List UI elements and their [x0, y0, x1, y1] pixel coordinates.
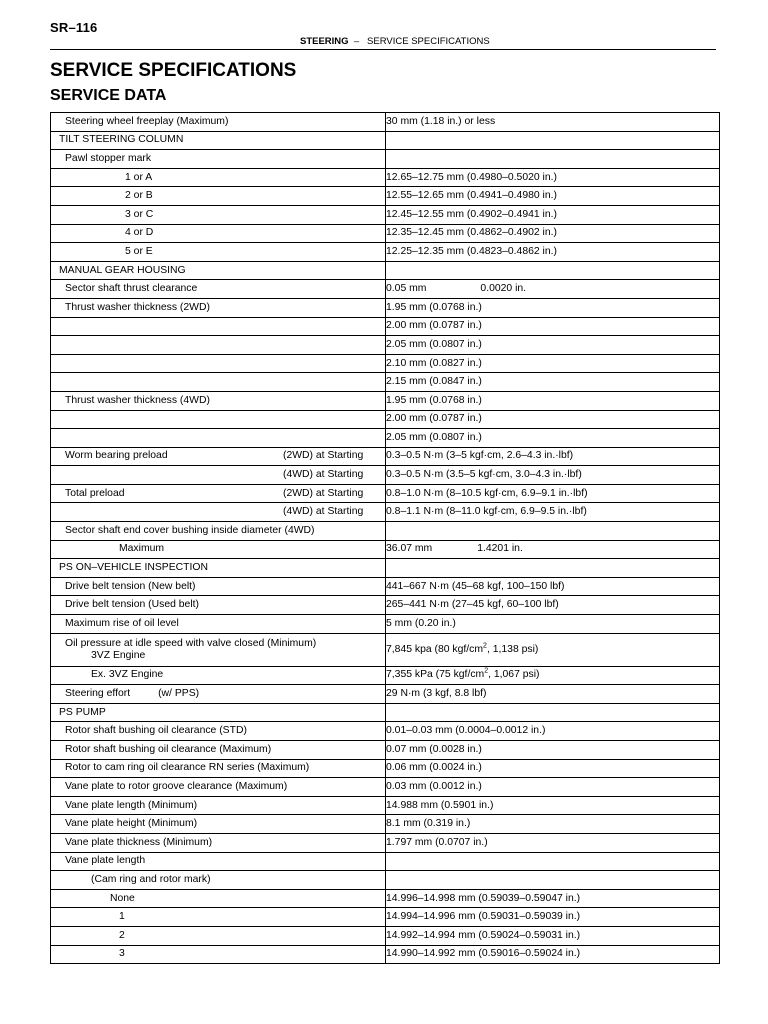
- value-cell: 14.992–14.994 mm (0.59024–0.59031 in.): [386, 926, 720, 945]
- item-cell: [51, 889, 386, 908]
- running-header: [300, 36, 490, 47]
- value-superscript: 2: [483, 642, 487, 650]
- table-row: [51, 871, 720, 890]
- item-label: Thrust washer thickness (4WD): [65, 394, 210, 406]
- page-title: SERVICE SPECIFICATIONS: [50, 60, 297, 81]
- item-cell: [51, 852, 386, 871]
- value-cell: 12.65–12.75 mm (0.4980–0.5020 in.): [386, 168, 720, 187]
- value-cell: 2.05 mm (0.0807 in.): [386, 336, 720, 355]
- item-cell: [51, 373, 386, 392]
- condition-label: (4WD) at Starting: [283, 469, 364, 481]
- item-cell: [51, 577, 386, 596]
- section-title: SERVICE DATA: [50, 87, 167, 104]
- running-header-subsection: SERVICE SPECIFICATIONS: [367, 36, 490, 47]
- header-rule: [50, 49, 716, 50]
- item-label: Sector shaft end cover bushing inside diameter (4WD): [65, 524, 315, 536]
- table-row: [51, 317, 720, 336]
- table-row: [51, 373, 720, 392]
- table-row: [51, 429, 720, 448]
- item-label: 4 or D: [125, 227, 154, 239]
- item-cell: [51, 113, 386, 132]
- item-cell: [51, 722, 386, 741]
- value-cell: 5 mm (0.20 in.): [386, 615, 720, 634]
- item-label: Vane plate height (Minimum): [65, 818, 198, 830]
- value-cell: [386, 131, 720, 150]
- item-cell: [51, 187, 386, 206]
- item-cell: [51, 778, 386, 797]
- item-cell: [51, 131, 386, 150]
- value-cell: [386, 871, 720, 890]
- table-row: [51, 559, 720, 578]
- condition-label: (2WD) at Starting: [283, 487, 364, 499]
- item-cell: [51, 336, 386, 355]
- value-cell: 0.03 mm (0.0012 in.): [386, 778, 720, 797]
- value-cell: 0.07 mm (0.0028 in.): [386, 741, 720, 760]
- item-cell: [51, 150, 386, 169]
- table-row: [51, 577, 720, 596]
- table-row: [51, 298, 720, 317]
- table-row: [51, 540, 720, 559]
- running-header-section: STEERING: [300, 36, 349, 47]
- value-cell: [386, 666, 720, 685]
- item-label: Vane plate thickness (Minimum): [65, 836, 213, 848]
- group-heading: MANUAL GEAR HOUSING: [59, 264, 186, 276]
- item-cell: [51, 633, 386, 666]
- value-cell: 265–441 N·m (27–45 kgf, 60–100 lbf): [386, 596, 720, 615]
- item-cell: [51, 298, 386, 317]
- table-row: [51, 243, 720, 262]
- table-row: [51, 205, 720, 224]
- table-row: [51, 596, 720, 615]
- item-label: 3: [119, 948, 125, 960]
- page-number: SR–116: [50, 20, 98, 35]
- item-cell: [51, 833, 386, 852]
- table-row: [51, 354, 720, 373]
- value-cell: 0.01–0.03 mm (0.0004–0.0012 in.): [386, 722, 720, 741]
- item-cell: [51, 522, 386, 541]
- item-cell: [51, 540, 386, 559]
- item-cell: [51, 666, 386, 685]
- value-text: 7,355 kPa (75 kgf/cm: [386, 669, 485, 681]
- item-cell: [51, 871, 386, 890]
- value-cell: 1.95 mm (0.0768 in.): [386, 391, 720, 410]
- table-row: [51, 741, 720, 760]
- item-label: Oil pressure at idle speed with valve closed (Minimum): [65, 637, 317, 649]
- value-cell: 29 N·m (3 kgf, 8.8 lbf): [386, 685, 720, 704]
- item-text: Steering effort: [65, 688, 131, 700]
- value-cell: [386, 280, 720, 299]
- item-cell: [51, 741, 386, 760]
- item-label: 3 or C: [125, 208, 154, 220]
- table-row: [51, 796, 720, 815]
- table-row: [51, 926, 720, 945]
- group-heading: TILT STEERING COLUMN: [59, 134, 184, 146]
- item-label: [51, 688, 385, 700]
- value-cell: 14.994–14.996 mm (0.59031–0.59039 in.): [386, 908, 720, 927]
- service-data-table: [50, 112, 720, 964]
- table-row: [51, 833, 720, 852]
- item-label: Thrust washer thickness (2WD): [65, 301, 210, 313]
- item-label: Vane plate length: [65, 855, 146, 867]
- value-cell: [386, 633, 720, 666]
- item-label: 5 or E: [125, 245, 153, 257]
- item-label: Rotor shaft bushing oil clearance (Maximum): [65, 743, 272, 755]
- value-cell: 2.05 mm (0.0807 in.): [386, 429, 720, 448]
- condition-label: (2WD) at Starting: [283, 450, 364, 462]
- value-text: , 1,067 psi): [488, 669, 540, 681]
- value-cell: 0.3–0.5 N·m (3–5 kgf·cm, 2.6–4.3 in.·lbf): [386, 447, 720, 466]
- item-cell: [51, 261, 386, 280]
- item-cell: [51, 908, 386, 927]
- item-cell: [51, 429, 386, 448]
- item-cell: [51, 796, 386, 815]
- table-row: [51, 168, 720, 187]
- table-row: [51, 410, 720, 429]
- value-cell: 12.35–12.45 mm (0.4862–0.4902 in.): [386, 224, 720, 243]
- item-label: Pawl stopper mark: [65, 152, 152, 164]
- value-cell: 0.8–1.0 N·m (8–10.5 kgf·cm, 6.9–9.1 in.·lbf): [386, 484, 720, 503]
- item-cell: [51, 243, 386, 262]
- value-imperial: 0.0020 in.: [480, 283, 527, 295]
- value-cell: 1.95 mm (0.0768 in.): [386, 298, 720, 317]
- item-cell: [51, 559, 386, 578]
- condition-label: (4WD) at Starting: [283, 506, 364, 518]
- item-label: Rotor to cam ring oil clearance RN series (Maximum): [65, 762, 310, 774]
- item-cell: [51, 484, 386, 503]
- table-row: [51, 633, 720, 666]
- item-cell: [51, 703, 386, 722]
- value-cell: 0.06 mm (0.0024 in.): [386, 759, 720, 778]
- value-cell: 12.55–12.65 mm (0.4941–0.4980 in.): [386, 187, 720, 206]
- item-label: Vane plate to rotor groove clearance (Maximum): [65, 780, 288, 792]
- table-row: [51, 889, 720, 908]
- running-header-separator: –: [348, 36, 368, 47]
- table-row: [51, 852, 720, 871]
- value-text: 7,845 kpa (80 kgf/cm: [386, 643, 484, 655]
- value-cell: 2.00 mm (0.0787 in.): [386, 410, 720, 429]
- value-cell: 2.10 mm (0.0827 in.): [386, 354, 720, 373]
- value-metric: 36.07 mm: [386, 543, 433, 555]
- item-label: Drive belt tension (Used belt): [65, 599, 199, 611]
- table-row: [51, 484, 720, 503]
- item-cell: [51, 168, 386, 187]
- item-label: None: [110, 892, 135, 904]
- value-cell: [386, 261, 720, 280]
- table-row: [51, 131, 720, 150]
- table-row: [51, 685, 720, 704]
- value-cell: 1.797 mm (0.0707 in.): [386, 833, 720, 852]
- item-label: 1 or A: [125, 171, 153, 183]
- item-cell: [51, 447, 386, 466]
- table-row: [51, 150, 720, 169]
- value-cell: 8.1 mm (0.319 in.): [386, 815, 720, 834]
- item-cell: [51, 615, 386, 634]
- value-cell: 0.3–0.5 N·m (3.5–5 kgf·cm, 3.0–4.3 in.·lbf): [386, 466, 720, 485]
- item-cell: [51, 759, 386, 778]
- value-cell: 12.45–12.55 mm (0.4902–0.4941 in.): [386, 205, 720, 224]
- table-row: [51, 615, 720, 634]
- item-label: Total preload: [65, 487, 125, 499]
- item-label: Maximum rise of oil level: [65, 617, 179, 629]
- value-cell: 2.15 mm (0.0847 in.): [386, 373, 720, 392]
- item-cell: [51, 503, 386, 522]
- item-cell: [51, 410, 386, 429]
- value-cell: [386, 540, 720, 559]
- item-label: Drive belt tension (New belt): [65, 580, 196, 592]
- item-label: Ex. 3VZ Engine: [91, 669, 164, 681]
- table-row: [51, 466, 720, 485]
- item-label: Sector shaft thrust clearance: [65, 283, 198, 295]
- table-row: [51, 336, 720, 355]
- table-row: [51, 722, 720, 741]
- value-cell: 30 mm (1.18 in.) or less: [386, 113, 720, 132]
- item-label: 1: [119, 911, 125, 923]
- table-row: [51, 224, 720, 243]
- item-cell: [51, 280, 386, 299]
- table-row: [51, 945, 720, 964]
- table-row: [51, 447, 720, 466]
- value-cell: [386, 703, 720, 722]
- item-cell: [51, 945, 386, 964]
- item-label: Steering wheel freeplay (Maximum): [65, 115, 229, 127]
- value-cell: [386, 559, 720, 578]
- value-cell: 14.996–14.998 mm (0.59039–0.59047 in.): [386, 889, 720, 908]
- item-label: Worm bearing preload: [65, 450, 168, 462]
- value-cell: 441–667 N·m (45–68 kgf, 100–150 lbf): [386, 577, 720, 596]
- item-cell: [51, 205, 386, 224]
- item-cell: [51, 466, 386, 485]
- item-cell: [51, 317, 386, 336]
- item-cell: [51, 926, 386, 945]
- item-label: (Cam ring and rotor mark): [91, 873, 211, 885]
- table-row: [51, 703, 720, 722]
- table-row: [51, 280, 720, 299]
- table-row: [51, 908, 720, 927]
- value-cell: 14.988 mm (0.5901 in.): [386, 796, 720, 815]
- table-row: [51, 503, 720, 522]
- table-row: [51, 391, 720, 410]
- value-cell: [386, 522, 720, 541]
- table-row: [51, 815, 720, 834]
- value-superscript: 2: [484, 667, 489, 675]
- value-cell: 0.8–1.1 N·m (8–11.0 kgf·cm, 6.9–9.5 in.·lbf): [386, 503, 720, 522]
- item-label: 2: [119, 929, 125, 941]
- item-label: 2 or B: [125, 190, 153, 202]
- table-row: [51, 666, 720, 685]
- table-row: [51, 522, 720, 541]
- item-cell: [51, 596, 386, 615]
- condition-label: (w/ PPS): [158, 688, 200, 700]
- item-cell: [51, 391, 386, 410]
- item-cell: [51, 354, 386, 373]
- group-heading: PS PUMP: [59, 706, 106, 718]
- value-cell: [386, 852, 720, 871]
- value-cell: 12.25–12.35 mm (0.4823–0.4862 in.): [386, 243, 720, 262]
- table-row: [51, 113, 720, 132]
- item-cell: [51, 685, 386, 704]
- item-label: Vane plate length (Minimum): [65, 799, 198, 811]
- group-heading: PS ON–VEHICLE INSPECTION: [59, 562, 208, 574]
- item-label: Rotor shaft bushing oil clearance (STD): [65, 725, 247, 737]
- item-sublabel: 3VZ Engine: [91, 649, 146, 661]
- value-cell: 14.990–14.992 mm (0.59016–0.59024 in.): [386, 945, 720, 964]
- value-cell: 2.00 mm (0.0787 in.): [386, 317, 720, 336]
- item-cell: [51, 815, 386, 834]
- value-text: , 1,138 psi): [486, 643, 539, 655]
- value-imperial: 1.4201 in.: [477, 543, 523, 555]
- value-metric: 0.05 mm: [386, 283, 427, 295]
- item-cell: [51, 224, 386, 243]
- table-row: [51, 261, 720, 280]
- table-row: [51, 778, 720, 797]
- item-label: Maximum: [119, 543, 165, 555]
- value-cell: [386, 150, 720, 169]
- table-row: [51, 759, 720, 778]
- table-row: [51, 187, 720, 206]
